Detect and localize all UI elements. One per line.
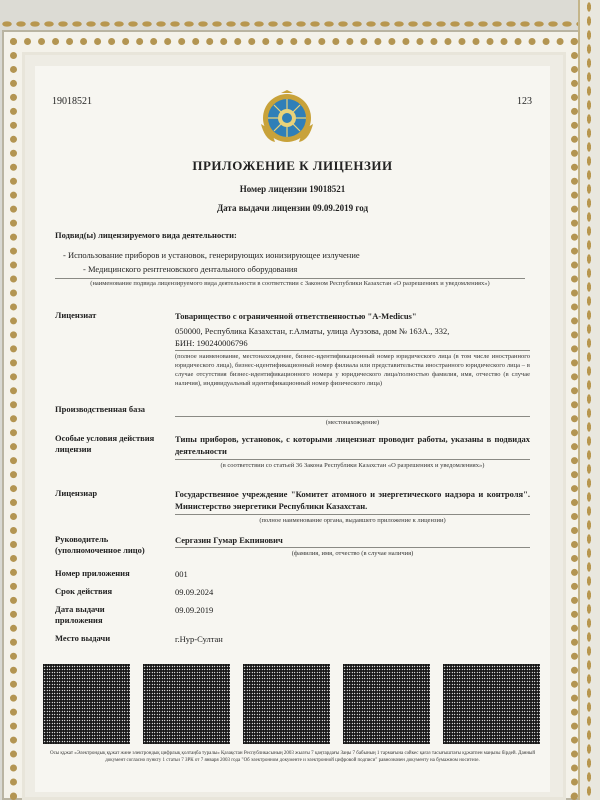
special-conditions-label: Особые условия действия лицензии — [55, 433, 155, 454]
head-label: Руководитель (уполномоченное лицо) — [55, 534, 145, 555]
licensee-label: Лицензиат — [55, 310, 97, 320]
licensee-note: (полное наименование, местонахождение, бизнес-идентификационный номер юридического лица (в том числе иностранного юридического лица), бизнес-идентификационный номер филиала или представительства иностранного юридического лица – в случае отсутствия бизнес-идентификационного номера у юридического лица/полностью фамилия, имя, отчество (в случае наличия), индивидуальный идентификационный номер физического лица) — [175, 353, 530, 387]
licensee-name: Товарищество с ограниченной ответственностью "A-Medicus" — [175, 311, 417, 321]
place-label: Место выдачи — [55, 633, 111, 643]
divider — [175, 350, 530, 351]
license-number-label: Номер лицензии — [239, 184, 308, 194]
production-base-label: Производственная база — [55, 404, 145, 414]
annex-date-value: 09.09.2019 — [175, 605, 214, 615]
datamatrix-code — [443, 664, 540, 744]
license-number: 19018521 — [309, 184, 346, 194]
subtype-item-1: - Использование приборов и установок, генерирующих ионизирующее излучение — [63, 250, 360, 260]
annex-date-label: Дата выдачи приложения — [55, 604, 105, 625]
divider — [175, 514, 530, 515]
state-emblem-icon — [259, 90, 315, 144]
licensee-address: 050000, Республика Казахстан, г.Алматы, улица Ауэзова, дом № 163А., 332, — [175, 326, 450, 336]
licensor-value: Государственное учреждение "Комитет атомного и энергетического надзора и контроля". Министерство энергетики Республики Казахстан. — [175, 489, 530, 511]
annex-number-label: Номер приложения — [55, 568, 130, 578]
legal-footer: Осы құжат «Электрондық құжат және электрондық цифрлық қолтаңба туралы» Қазақстан Республикасының 2003 жылғы 7 қаңтардағы Заңы 7 бабының 1 тармағына сәйкес қағаз тасығыштағы құжатпен маңызы бірдей. Данный документ согласно пункту 1 статьи 7 ЗРК от 7 января 2003 года "Об электронном документе и электронной цифровой подписи" равнозначен документу на бумажном носителе. — [49, 751, 536, 763]
subtypes-note: (наименование подвида лицензируемого вида деятельности в соответствии с Законом Республики Казахстан «О разрешениях и уведомлениях») — [90, 280, 490, 287]
document-title: ПРИЛОЖЕНИЕ К ЛИЦЕНЗИИ — [192, 158, 393, 173]
validity-value: 09.09.2024 — [175, 587, 214, 597]
head-note: (фамилия, имя, отчество (в случае наличия) — [291, 550, 414, 557]
page-number: 123 — [517, 96, 532, 107]
validity-label: Срок действия — [55, 586, 113, 596]
issue-date-label: Дата выдачи лицензии — [216, 203, 311, 213]
divider — [175, 459, 530, 460]
licensor-note: (полное наименование органа, выдавшего приложение к лицензии) — [259, 517, 446, 524]
annex-number-value: 001 — [175, 569, 188, 579]
adjacent-frame-edge — [578, 0, 600, 800]
subtype-item-2: - Медицинского рентгеновского дентального оборудования — [83, 264, 298, 274]
datamatrix-code — [243, 664, 330, 744]
special-conditions-value: Типы приборов, установок, с которыми лицензиат проводит работы, указаны в подвидах деятельности — [175, 434, 530, 456]
issue-date: 09.09.2019 год — [312, 203, 369, 213]
production-base-note: (местонахождение) — [325, 419, 380, 426]
divider — [175, 416, 530, 417]
datamatrix-code — [343, 664, 430, 744]
subtypes-heading: Подвид(ы) лицензируемого вида деятельности: — [55, 230, 237, 240]
licensee-bin: БИН: 190240006796 — [175, 338, 248, 348]
divider — [175, 547, 530, 548]
frame-top-edge — [0, 0, 600, 30]
licensor-label: Лицензиар — [55, 488, 98, 498]
issue-date-row — [35, 203, 550, 213]
license-number-row — [35, 184, 550, 194]
place-value: г.Нур-Султан — [175, 634, 223, 644]
special-conditions-note: (в соответствии со статьей 36 Закона Республики Казахстан «О разрешениях и уведомлениях») — [220, 462, 485, 469]
datamatrix-code — [143, 664, 230, 744]
registration-number: 19018521 — [52, 96, 92, 107]
datamatrix-code — [43, 664, 130, 744]
license-document — [35, 66, 550, 792]
head-value: Сергазин Гумар Екпинович — [175, 535, 283, 545]
